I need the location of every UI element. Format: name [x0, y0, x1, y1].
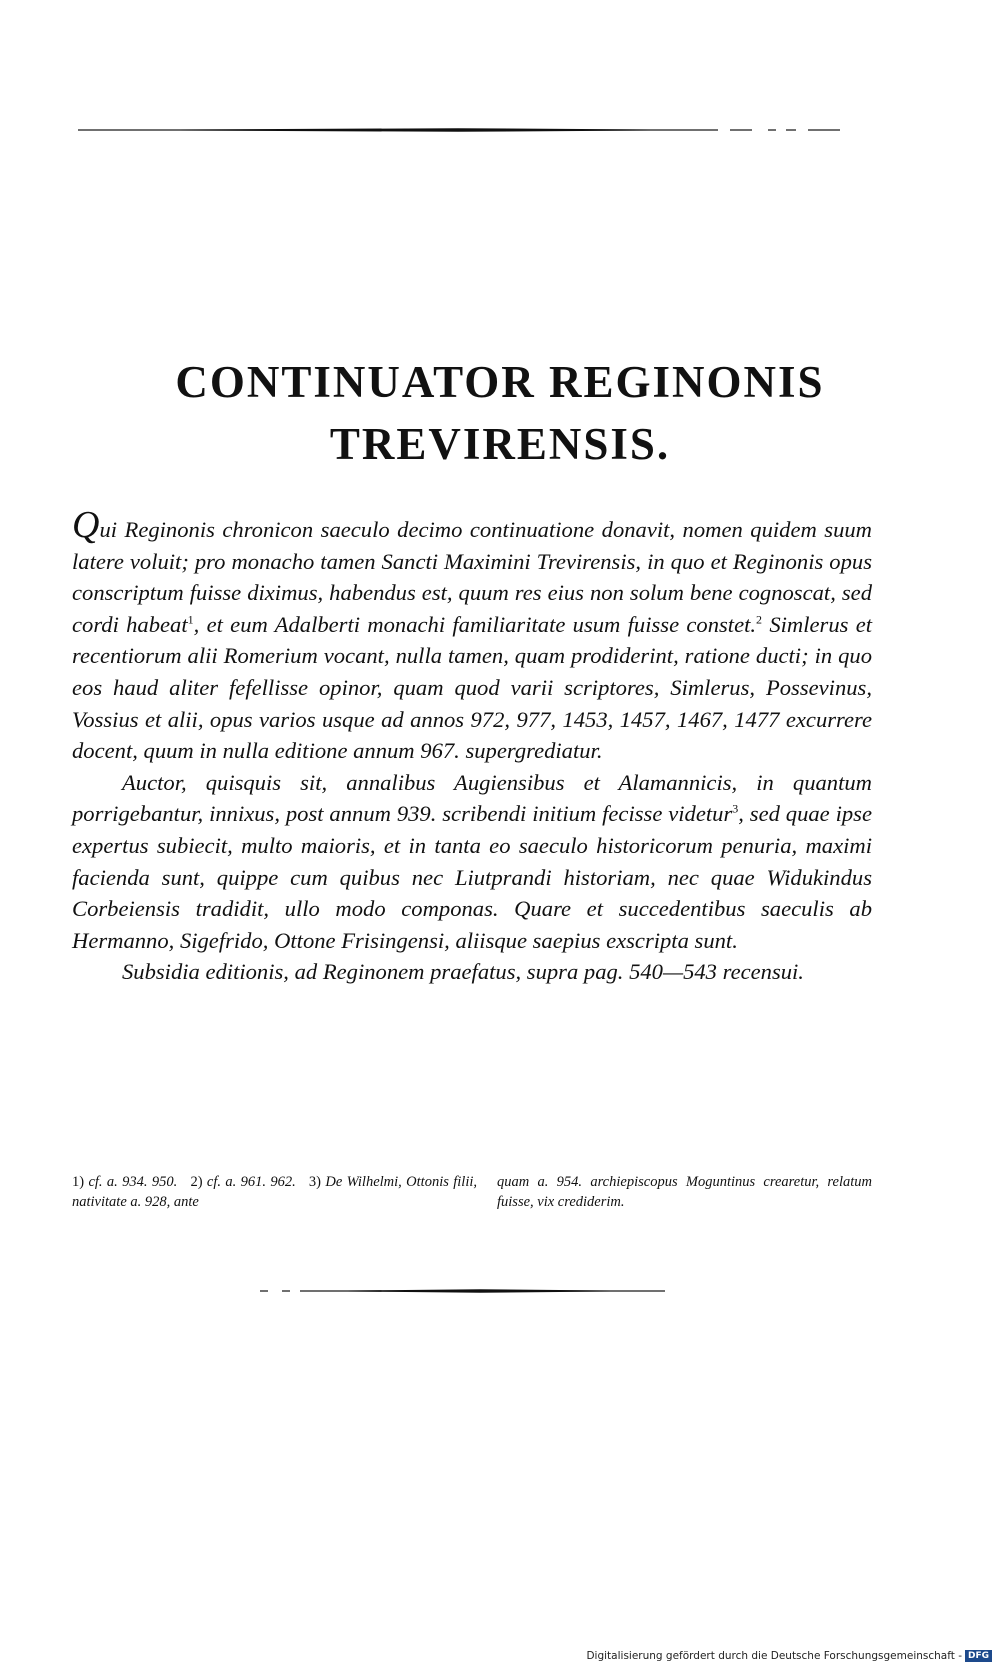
- footnote-3-text-a: De Wilhelmi, Ottonis filii, nativitate a. 928, ante: [72, 1174, 478, 1210]
- paragraph-2: [72, 767, 872, 957]
- main-text: [72, 504, 873, 988]
- footnotes: [72, 1172, 872, 1212]
- footnote-ref-1[interactable]: 1: [187, 612, 194, 627]
- paragraph-2-text-b: , sed quae ipse expertus subiecit, multo maioris, et in tanta eo saeculo historicorum penuria, maximi facienda sunt, quippe cum quibus nec Liutprandi historiam, nec quae Widukindus Corbeiensis tradidit, ullo modo componas. Quare et succedentibus saeculis ab Hermanno, Sigefrido, Ottone Frisingensi, aliisque saepius exscripta sunt.: [72, 801, 872, 953]
- paragraph-1-text-a: ui Reginonis chronicon saeculo decimo continuatione donavit, nomen quidem suum latere voluit; pro monacho tamen Sancti Maximini Trevirensis, in quo et Reginonis opus conscriptum fuisse diximus, habendus est, quum res eius non solum bene cognoscat, sed cordi habeat: [72, 517, 872, 637]
- footnote-2-text: cf. a. 961. 962.: [206, 1174, 296, 1190]
- footnote-1-marker: 1): [72, 1174, 85, 1190]
- page-title-line-1: CONTINUATOR REGINONIS: [175, 357, 825, 407]
- footnote-1-text: cf. a. 934. 950.: [88, 1174, 178, 1190]
- footnotes-right-column: [497, 1172, 872, 1212]
- footnote-3-text-b: quam a. 954. archiepiscopus Moguntinus crearetur, relatum fuisse, vix crediderim.: [497, 1174, 872, 1210]
- paragraph-1-text-b: , et eum Adalberti monachi familiaritate usum fuisse constet.: [193, 611, 757, 637]
- digitization-credit: [586, 1650, 992, 1662]
- top-decorative-rule: [78, 127, 840, 133]
- paragraph-2-text-a: Auctor, quisquis sit, annalibus Augiensibus et Alamannicis, in quantum porrigebantur, innixus, post annum 939. scribendi initium fecisse videtur: [72, 769, 872, 827]
- paragraph-1-text-c: Simlerus et recentiorum alii Romerium vocant, nulla tamen, quam prodiderint, ratione ducti; in quo eos haud aliter fefellisse opinor, quam quod varii scriptores, Simlerus, Possevinus, Vossius et alii, opus varios usque ad annos 972, 977, 1453, 1457, 1467, 1477 excurrere docent, quum in nulla editione annum 967. supergrediatur.: [72, 611, 873, 764]
- footnote-ref-3[interactable]: 3: [732, 801, 739, 816]
- bottom-decorative-rule: [260, 1288, 665, 1294]
- footnote-ref-2[interactable]: 2: [756, 612, 763, 627]
- dfg-logo-icon[interactable]: DFG: [965, 1650, 992, 1662]
- paragraph-3: Subsidia editionis, ad Reginonem praefatus, supra pag. 540—543 recensui.: [122, 959, 804, 985]
- footnote-3-marker: 3): [308, 1174, 321, 1190]
- footnote-2-marker: 2): [190, 1174, 203, 1190]
- paragraph-1: [72, 504, 873, 767]
- credit-text: Digitalisierung gefördert durch die Deutsche Forschungsgemeinschaft -: [586, 1650, 962, 1662]
- drop-cap: Q: [72, 504, 100, 546]
- page-title-line-2: TREVIRENSIS.: [329, 419, 671, 469]
- footnotes-left-column: [72, 1172, 497, 1212]
